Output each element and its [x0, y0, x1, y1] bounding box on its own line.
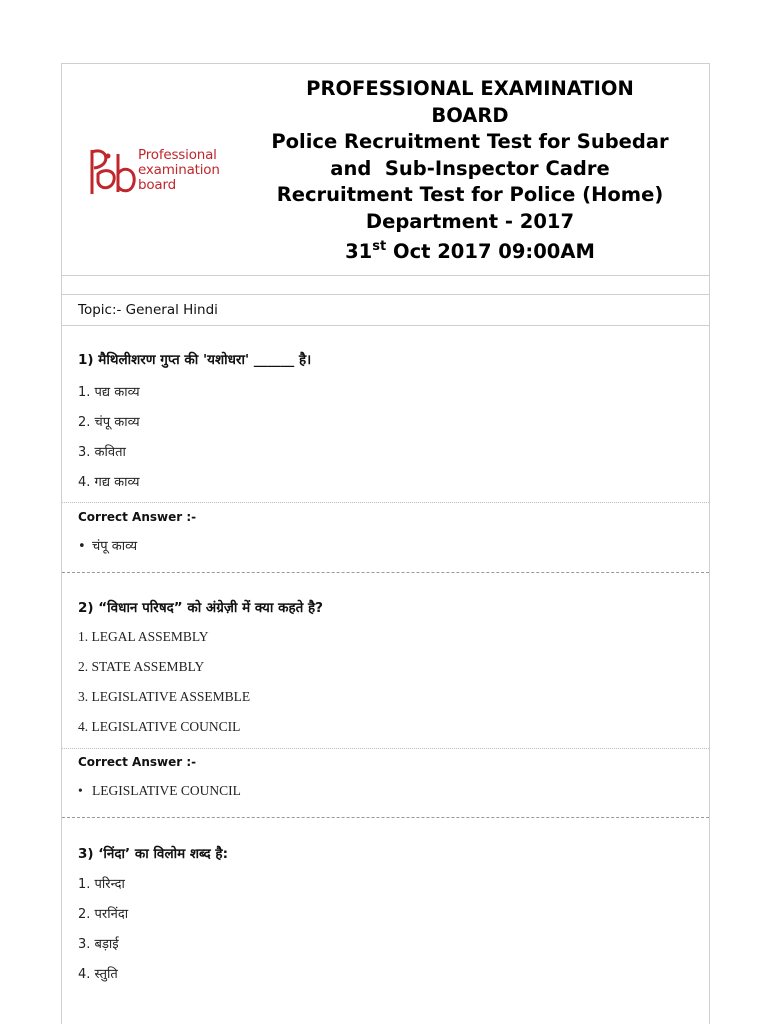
- exam-date: [250, 239, 690, 266]
- question-3-option-1: 1. परिन्दा: [78, 877, 125, 892]
- title-line3: Police Recruitment Test for Subedar: [271, 130, 669, 153]
- question-2-option-1: 1. LEGAL ASSEMBLY: [78, 629, 209, 644]
- exam-date-day: 31: [345, 240, 373, 263]
- exam-date-suffix: st: [372, 239, 387, 254]
- logo-text-line1: Professional: [138, 147, 217, 163]
- logo-text-line3: board: [138, 177, 176, 193]
- question-paper-page: [61, 63, 710, 1024]
- question-1-option-3: 3. कविता: [78, 445, 126, 460]
- question-2-correct-answer: • LEGISLATIVE COUNCIL: [78, 783, 241, 798]
- question-1-option-2: 2. चंपू काव्य: [78, 415, 140, 430]
- question-separator: [62, 572, 709, 573]
- question-1-correct-text: चंपू काव्य: [92, 539, 138, 554]
- question-1-option-4: 4. गद्य काव्य: [78, 475, 140, 490]
- title-line6: Department - 2017: [365, 209, 575, 233]
- divider: [62, 502, 709, 503]
- title-line5: Recruitment Test for Police (Home): [276, 183, 664, 206]
- question-2-option-2: 2. STATE ASSEMBLY: [78, 659, 205, 674]
- question-1: 1) मैथिलीशरण गुप्त की 'यशोधरा' ______ है।: [78, 352, 312, 368]
- question-separator: [62, 817, 709, 818]
- peb-logo: [82, 144, 232, 200]
- question-1-correct-label: Correct Answer :-: [78, 510, 197, 524]
- question-3-option-4: 4. स्तुति: [78, 967, 118, 982]
- question-3-option-2: 2. परनिंदा: [78, 907, 129, 922]
- question-2-option-3: 3. LEGISLATIVE ASSEMBLE: [78, 689, 251, 704]
- divider: [62, 325, 709, 326]
- logo-text-line2: examination: [138, 162, 220, 178]
- topic-label: Topic:- General Hindi: [78, 302, 218, 318]
- header-spacer-row: [62, 276, 709, 295]
- question-1-correct-answer: • चंपू काव्य: [78, 539, 138, 554]
- exam-date-rest: Oct 2017 09:00AM: [386, 240, 595, 263]
- title-line2: BOARD: [431, 103, 509, 127]
- paper-title: [250, 76, 690, 266]
- title-line1: PROFESSIONAL EXAMINATION: [306, 77, 634, 100]
- divider: [62, 748, 709, 749]
- question-2-option-4: 4. LEGISLATIVE COUNCIL: [78, 719, 241, 734]
- question-1-option-1: 1. पद्य काव्य: [78, 385, 140, 400]
- question-2: 2) “विधान परिषद” को अंग्रेज़ी में क्या कहते है?: [78, 600, 324, 616]
- question-2-correct-label: Correct Answer :-: [78, 755, 197, 769]
- question-3-option-3: 3. बड़ाई: [78, 937, 119, 952]
- question-2-correct-text: LEGISLATIVE COUNCIL: [92, 783, 241, 798]
- paper-header: [62, 64, 709, 276]
- title-line4: and Sub-Inspector Cadre: [330, 156, 610, 180]
- question-3: 3) ‘निंदा’ का विलोम शब्द है:: [78, 846, 228, 862]
